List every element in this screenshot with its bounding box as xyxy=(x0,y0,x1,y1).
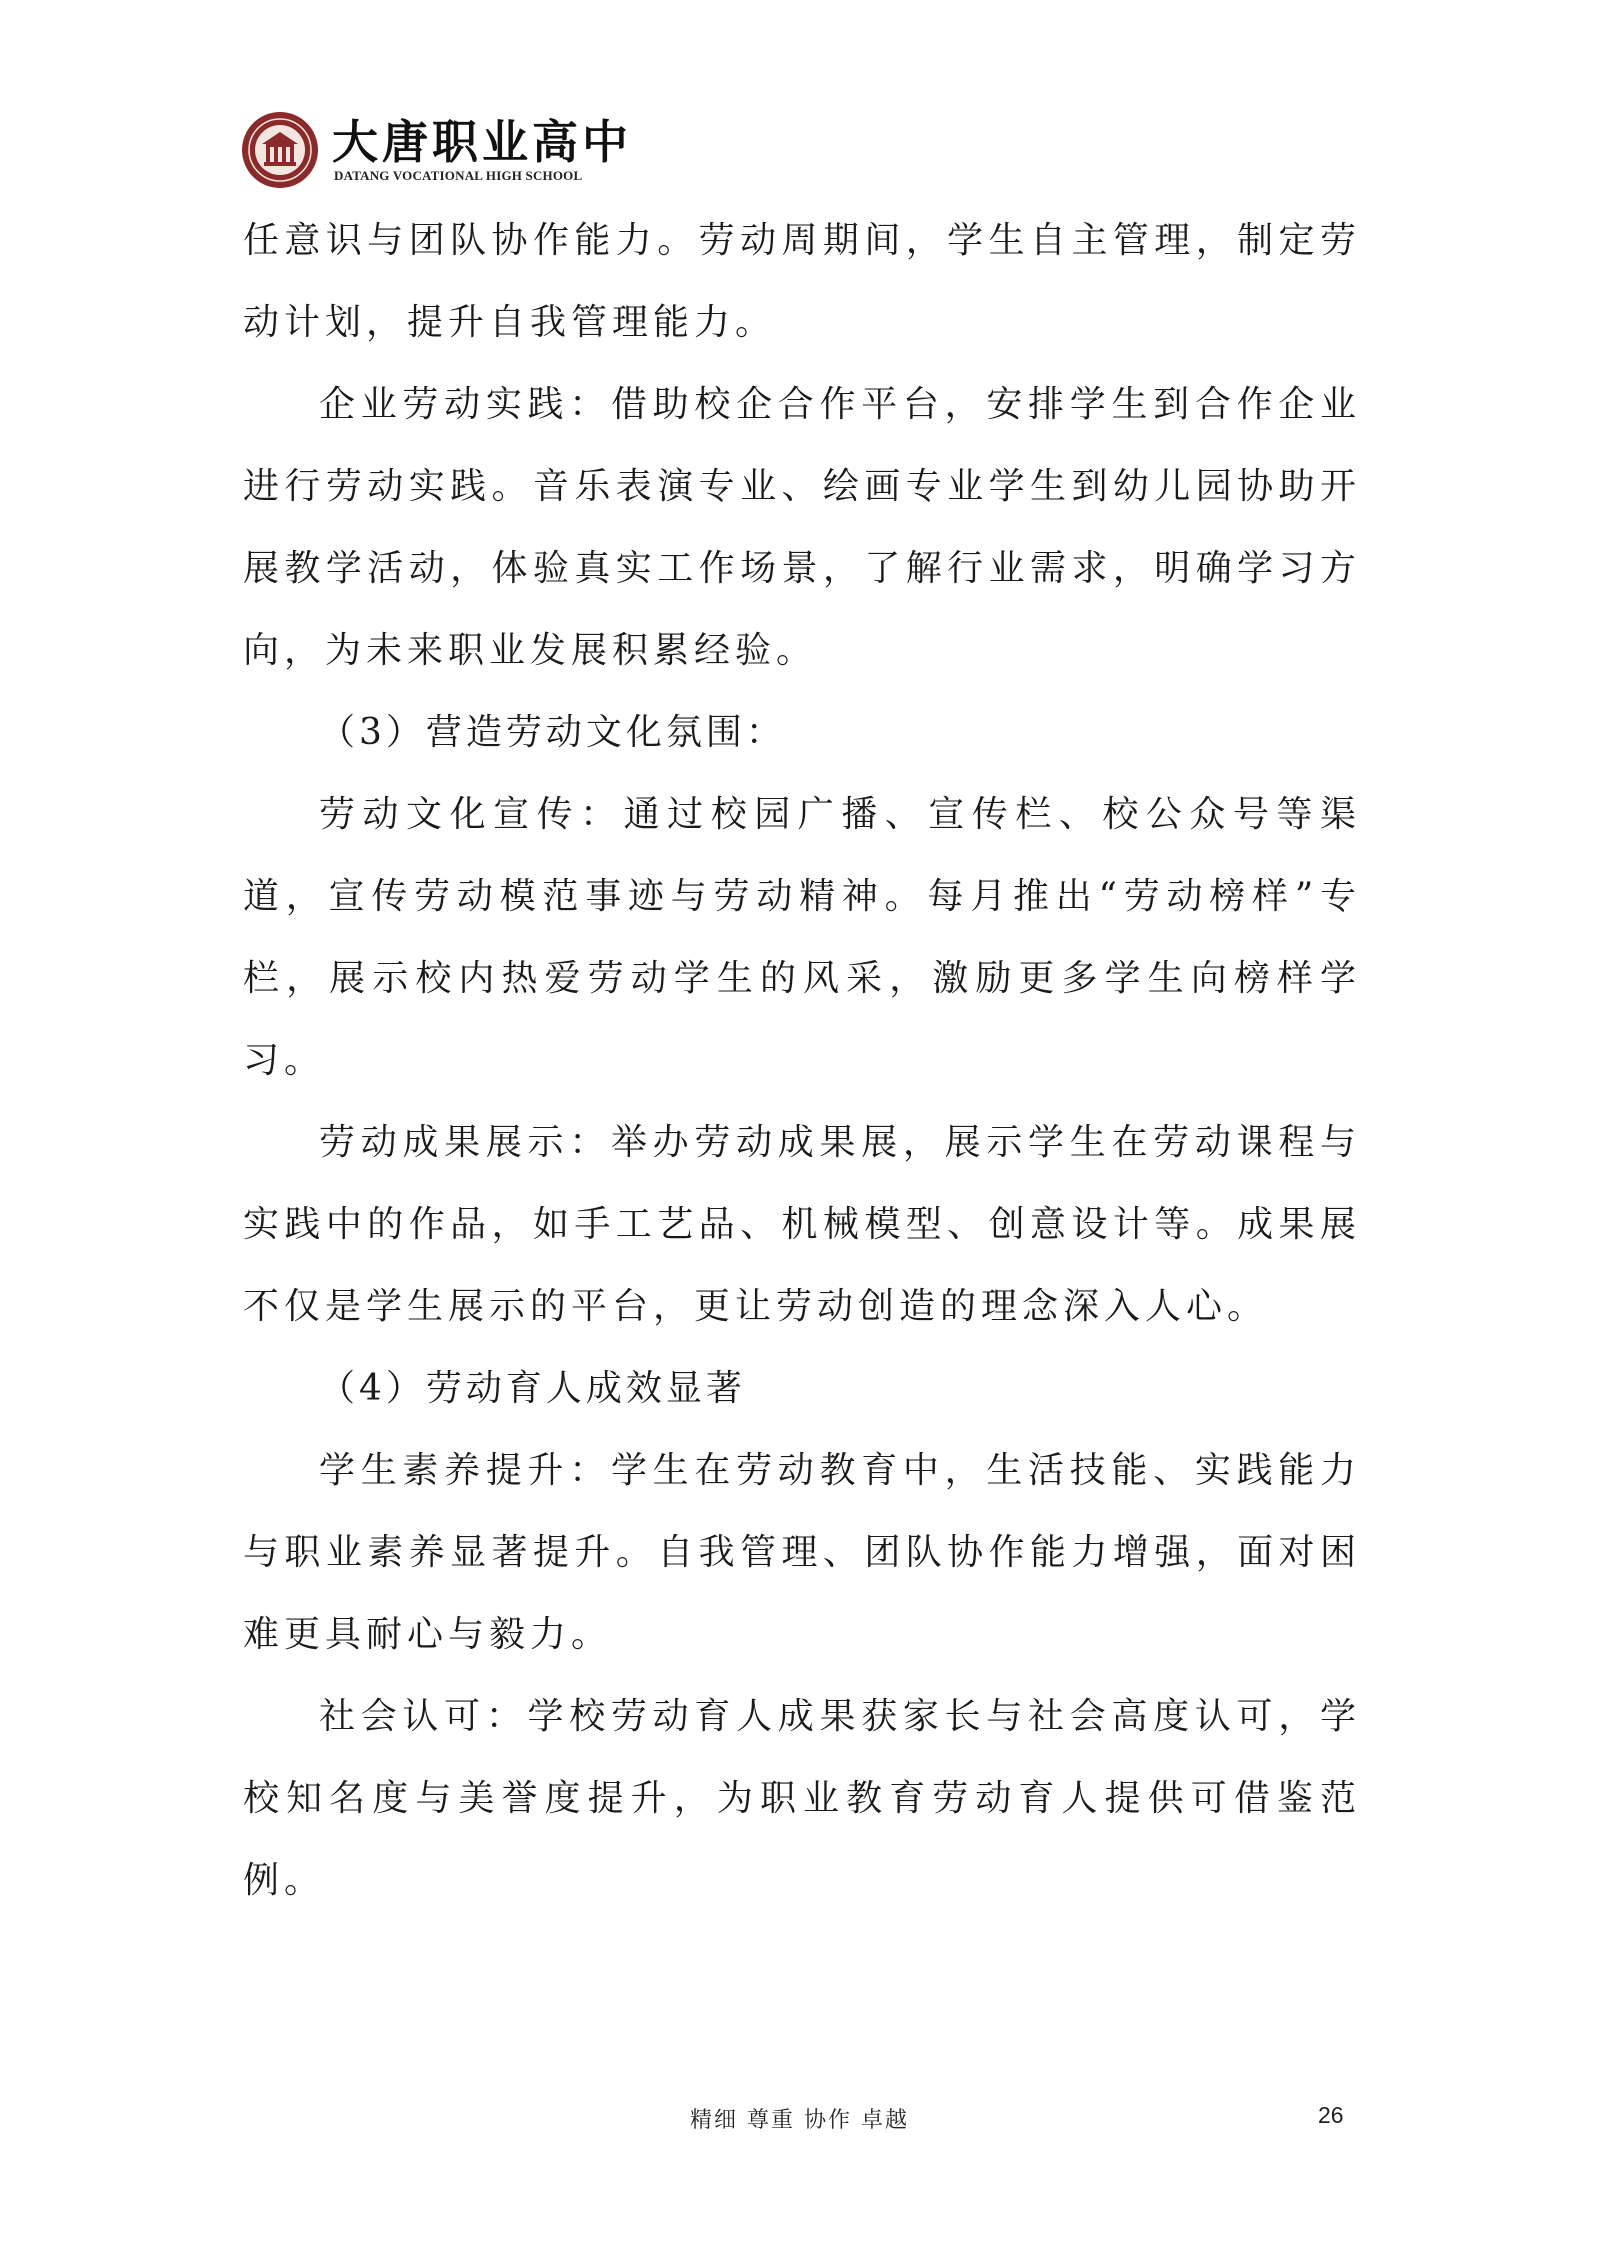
school-name-cn: 大唐职业高中 xyxy=(332,115,632,169)
section-heading-4: （4）劳动育人成效显著 xyxy=(319,1368,746,1409)
school-seal-icon xyxy=(240,110,320,190)
page-number: 26 xyxy=(1318,2102,1344,2128)
school-name-en: DATANG VOCATIONAL HIGH SCHOOL xyxy=(334,168,583,183)
section-heading-3: （3）营造劳动文化氛围： xyxy=(319,712,786,753)
school-brand xyxy=(332,116,632,184)
paragraph-student-quality: 学生素养提升：学生在劳动教育中，生活技能、实践能力与职业素养显著提升。自我管理、团队协作能力增强，面对困难更具耐心与毅力。 xyxy=(243,1450,1361,1655)
paragraph-culture-promotion: 劳动文化宣传：通过校园广播、宣传栏、校公众号等渠道，宣传劳动模范事迹与劳动精神。每月推出“劳动榜样”专栏，展示校内热爱劳动学生的风采，激励更多学生向榜样学习。 xyxy=(243,794,1361,1081)
school-header xyxy=(240,108,632,192)
footer-motto: 精细 尊重 协作 卓越 xyxy=(690,2108,909,2133)
document-body xyxy=(243,200,1361,1922)
paragraph-continuation: 任意识与团队协作能力。劳动周期间，学生自主管理，制定劳动计划，提升自我管理能力。 xyxy=(243,220,1361,343)
paragraph-enterprise-practice: 企业劳动实践：借助校企合作平台，安排学生到合作企业进行劳动实践。音乐表演专业、绘画专业学生到幼儿园协助开展教学活动，体验真实工作场景，了解行业需求，明确学习方向，为未来职业发展积累经验。 xyxy=(243,384,1361,671)
paragraph-social-recognition: 社会认可：学校劳动育人成果获家长与社会高度认可，学校知名度与美誉度提升，为职业教育劳动育人提供可借鉴范例。 xyxy=(243,1696,1361,1901)
paragraph-achievement-display: 劳动成果展示：举办劳动成果展，展示学生在劳动课程与实践中的作品，如手工艺品、机械模型、创意设计等。成果展不仅是学生展示的平台，更让劳动创造的理念深入人心。 xyxy=(243,1122,1361,1327)
